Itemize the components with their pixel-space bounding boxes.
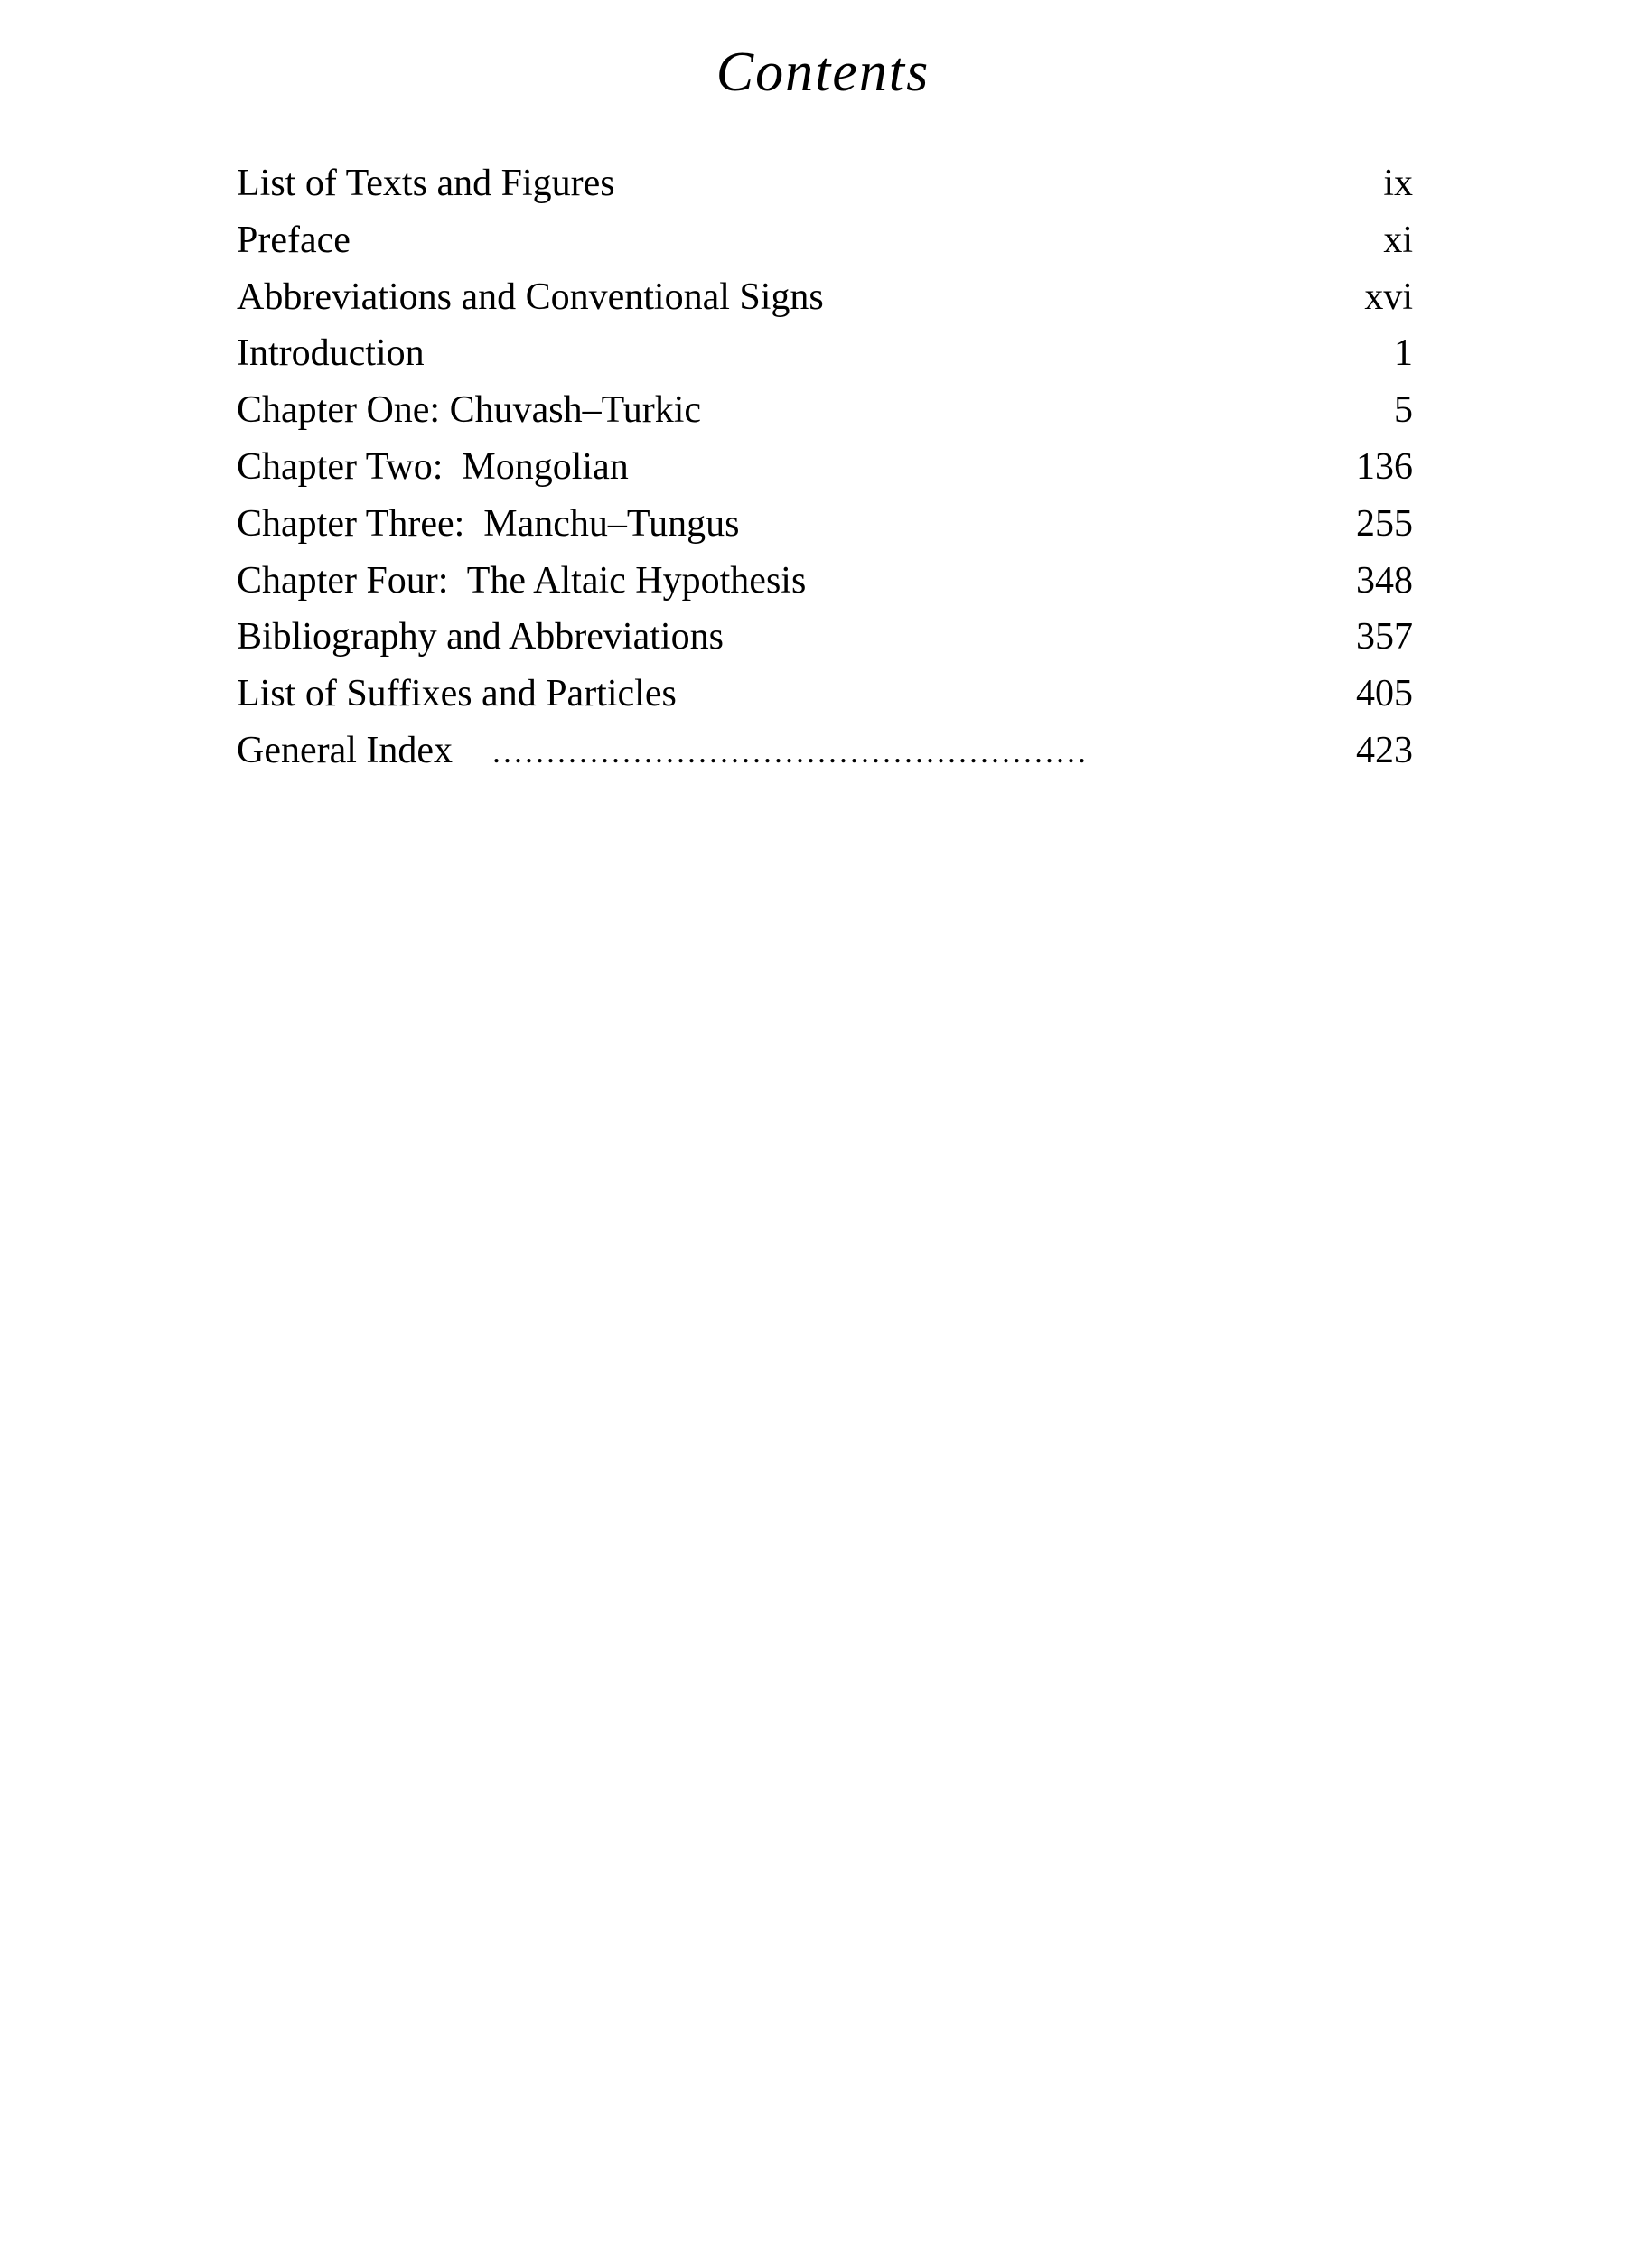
toc-entry bbox=[237, 439, 1413, 496]
toc-entry-title: Chapter One: Chuvash–Turkic bbox=[237, 389, 702, 432]
toc-entry-page: 348 bbox=[1356, 559, 1413, 602]
toc-entry-page: 357 bbox=[1356, 616, 1413, 658]
toc-entry bbox=[237, 325, 1413, 382]
toc-entry-title: Preface bbox=[237, 219, 351, 261]
toc-entry-page: 1 bbox=[1394, 332, 1413, 375]
toc-entry-title: Chapter Four: The Altaic Hypothesis bbox=[237, 559, 807, 602]
toc-entry-title: List of Suffixes and Particles bbox=[237, 673, 677, 715]
toc-entry-title: Chapter Three: Manchu–Tungus bbox=[237, 502, 740, 545]
toc-entry bbox=[237, 269, 1413, 326]
toc-entry bbox=[237, 723, 1413, 779]
toc-entry bbox=[237, 382, 1413, 439]
toc-entry-page: 5 bbox=[1394, 389, 1413, 432]
toc-entry-page: 405 bbox=[1356, 673, 1413, 715]
toc-entry-title: Abbreviations and Conventional Signs bbox=[237, 275, 824, 318]
toc-entry-page: 136 bbox=[1356, 445, 1413, 488]
toc-entry-title: Introduction bbox=[237, 332, 425, 375]
page-title: Contents bbox=[715, 42, 931, 103]
toc-entry bbox=[237, 212, 1413, 269]
toc-entry bbox=[237, 155, 1413, 212]
toc-entry-title: General Index bbox=[237, 729, 454, 771]
toc-entry bbox=[237, 666, 1413, 723]
toc-entry-page: ix bbox=[1383, 163, 1413, 204]
toc-entry bbox=[237, 496, 1413, 553]
toc-entry-page: xi bbox=[1383, 219, 1413, 261]
toc-entry bbox=[237, 609, 1413, 666]
toc-entry bbox=[237, 553, 1413, 610]
toc-entry-page: 423 bbox=[1356, 729, 1413, 771]
toc-entry-title: List of Texts and Figures bbox=[237, 163, 615, 204]
toc-entry-page: xvi bbox=[1364, 275, 1413, 318]
toc-entry-page: 255 bbox=[1356, 502, 1413, 545]
toc-entry-title: Bibliography and Abbreviations bbox=[237, 616, 724, 658]
toc-entry-title: Chapter Two: Mongolian bbox=[237, 445, 629, 488]
table-of-contents bbox=[237, 155, 1413, 779]
toc-entry-leader: ....................................................... bbox=[492, 733, 1090, 770]
